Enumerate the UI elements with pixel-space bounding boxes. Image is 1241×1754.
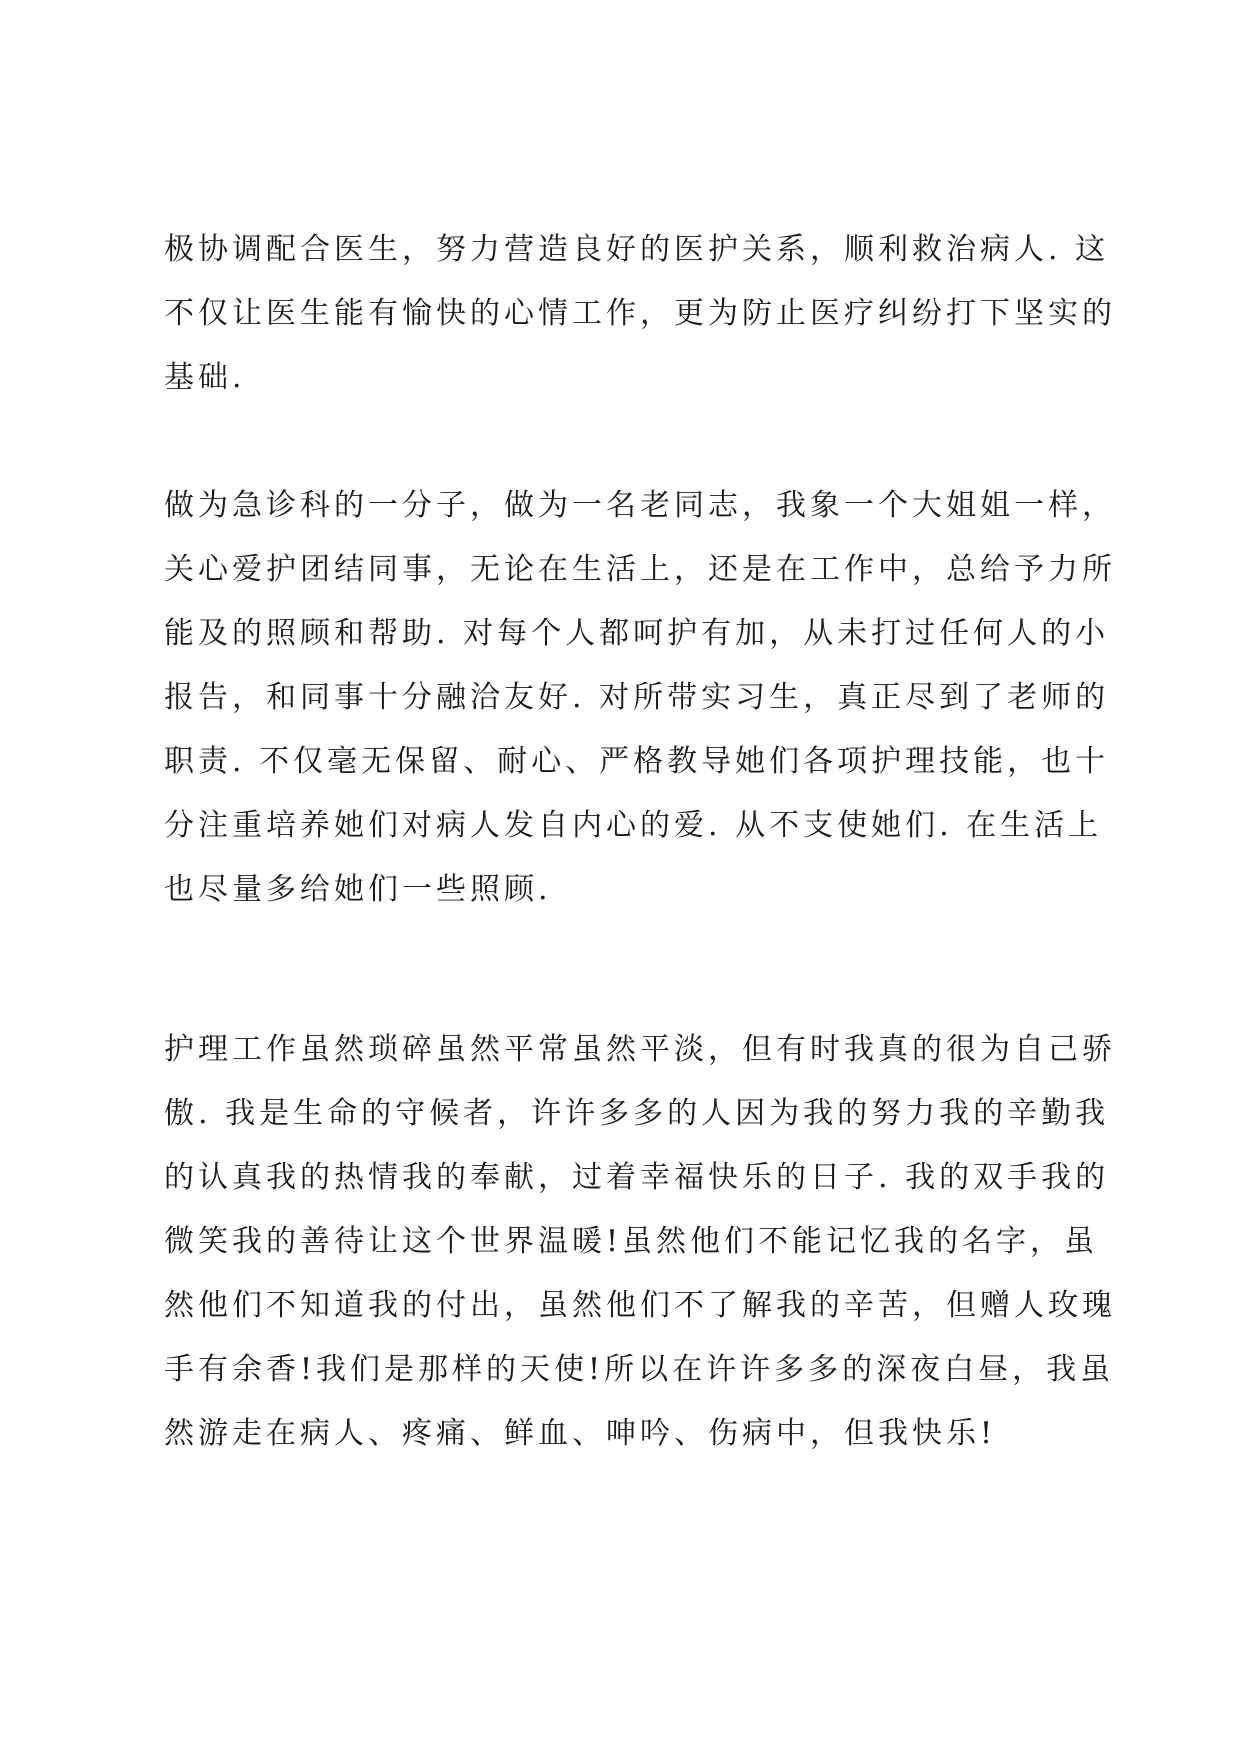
text-line: 基础. [164, 360, 246, 395]
text-line: 的认真我的热情我的奉献，过着幸福快乐的日子. 我的双手我的 [164, 1160, 1110, 1195]
text-line: 分注重培养她们对病人发自内心的爱. 从不支使她们. 在生活上 [164, 808, 1103, 843]
text-line: 做为急诊科的一分子，做为一名老同志，我象一个大姐姐一样， [164, 488, 1116, 523]
text-line: 然他们不知道我的付出，虽然他们不了解我的辛苦，但赠人玫瑰 [164, 1288, 1116, 1323]
text-line: 护理工作虽然琐碎虽然平常虽然平淡，但有时我真的很为自己骄 [164, 1032, 1116, 1067]
text-line: 职责. 不仅毫无保留、耐心、严格教导她们各项护理技能，也十 [164, 744, 1110, 779]
text-line: 微笑我的善待让这个世界温暖!虽然他们不能记忆我的名字，虽 [164, 1224, 1099, 1259]
text-line: 报告，和同事十分融洽友好. 对所带实习生，真正尽到了老师的 [164, 680, 1110, 715]
text-line: 傲. 我是生命的守候者，许许多多的人因为我的努力我的辛勤我 [164, 1096, 1110, 1131]
paragraph-nursing-pride [164, 1018, 1116, 1466]
text-line: 然游走在病人、疼痛、鲜血、呻吟、伤病中，但我快乐! [164, 1416, 997, 1451]
text-line: 手有余香!我们是那样的天使!所以在许许多多的深夜白昼，我虽 [164, 1352, 1115, 1387]
paragraph-doctor-cooperation [164, 218, 1116, 410]
text-line: 能及的照顾和帮助. 对每个人都呵护有加，从未打过任何人的小 [164, 616, 1110, 651]
text-line: 关心爱护团结同事，无论在生活上，还是在工作中，总给予力所 [164, 552, 1116, 587]
text-line: 不仅让医生能有愉快的心情工作，更为防止医疗纠纷打下坚实的 [164, 296, 1116, 331]
text-line: 也尽量多给她们一些照顾. [164, 872, 552, 907]
text-line: 极协调配合医生，努力营造良好的医护关系，顺利救治病人. 这 [164, 232, 1110, 267]
paragraph-team-care [164, 474, 1116, 922]
